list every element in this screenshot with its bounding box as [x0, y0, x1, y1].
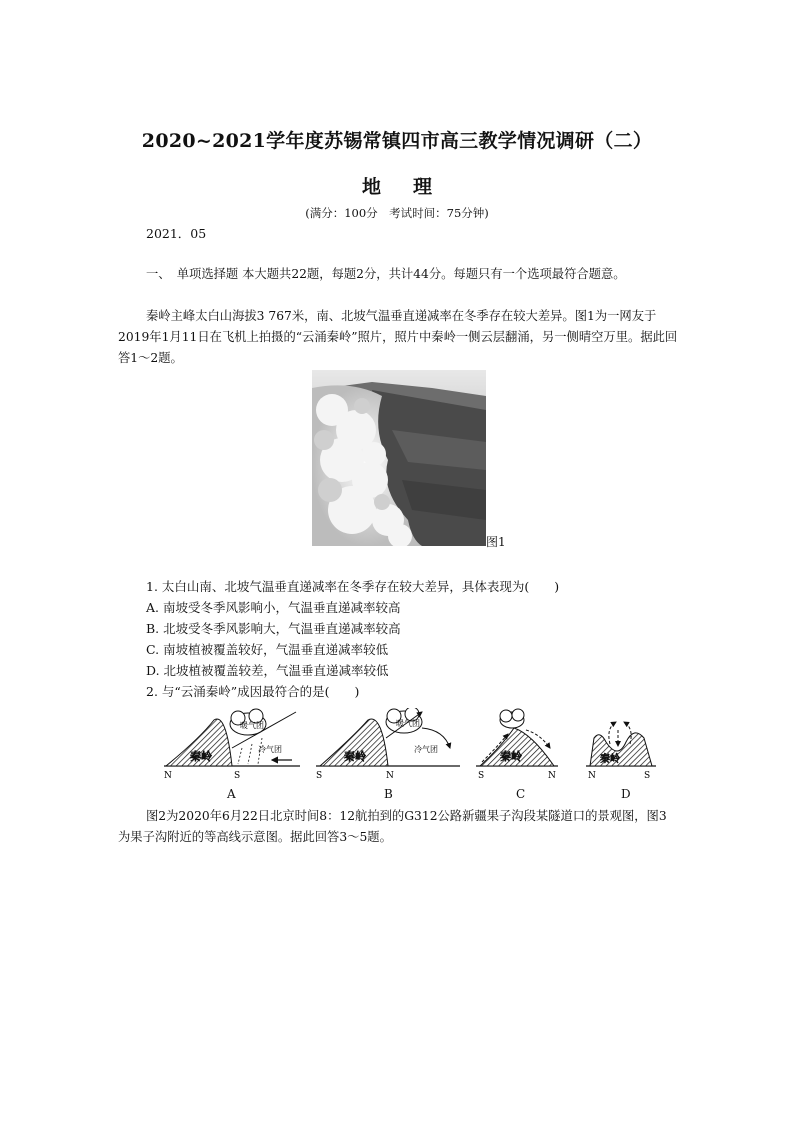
figure1-label: 图1	[486, 535, 506, 549]
dir-c-right: N	[548, 771, 556, 781]
diagram-letter-a: A	[227, 787, 236, 801]
section1-heading: 一、 单项选择题 本大题共22题，每题2分，共计44分。每题只有一个选项最符合题意。	[146, 267, 626, 281]
diagram-b	[316, 708, 460, 781]
figure1-photo	[312, 370, 486, 546]
page-title: 2020~2021学年度苏锡常镇四市高三教学情况调研（二）	[141, 130, 653, 152]
diagram-letter-c: C	[516, 787, 526, 801]
section2-intro: 图2为2020年6月22日北京时间8：12航拍到的G312公路新疆果子沟段某隧道口的景观图，图3为果子沟附近的等高线示意图。据此回答3～5题。	[118, 809, 667, 844]
cloud-c	[500, 709, 524, 728]
exam-date: 2021．05	[146, 226, 207, 241]
subject-char-1: 地	[361, 176, 381, 198]
mountain-label-a: 秦岭	[190, 750, 212, 763]
section1-intro: 秦岭主峰太白山海拔3 767米，南、北坡气温垂直递减率在冬季存在较大差异。图1为一网友于2019年1月11日在飞机上拍摄的“云涌秦岭”照片，照片中秦岭一侧云层翻涌，另一侧晴空万里。据此回答1～2题。	[118, 309, 678, 365]
cold-label-b: 冷气团	[414, 745, 438, 754]
exam-meta: (满分：100分 考试时间：75分钟)	[305, 206, 489, 220]
dir-a-right: S	[234, 771, 241, 781]
question-1-option-d: D. 北坡植被覆盖较差，气温垂直递减率较低	[146, 663, 389, 678]
cold-label-a: 冷气团	[258, 745, 282, 754]
dir-d-left: N	[588, 771, 596, 781]
diagram-c	[476, 709, 558, 781]
diagram-letter-b: B	[384, 787, 393, 801]
question-1-stem: 1. 太白山南、北坡气温垂直递减率在冬季存在较大差异，具体表现为( )	[146, 579, 560, 594]
subject-char-2: 理	[413, 176, 433, 198]
question-1-option-a: A. 南坡受冬季风影响小，气温垂直递减率较高	[146, 600, 401, 615]
dir-b-left: S	[316, 771, 323, 781]
dir-b-right: N	[386, 771, 394, 781]
diagram-letter-d: D	[621, 787, 631, 801]
cloud-photo-image	[312, 370, 486, 546]
question-1-option-c: C. 南坡植被覆盖较好，气温垂直递减率较低	[146, 642, 389, 657]
dir-c-left: S	[478, 771, 485, 781]
question-2-diagrams	[160, 708, 660, 784]
diagram-a	[164, 709, 300, 781]
diagram-d	[586, 722, 656, 781]
dir-d-right: S	[644, 771, 651, 781]
mountain-label-c: 秦岭	[500, 750, 522, 763]
question-2-stem: 2. 与“云涌秦岭”成因最符合的是( )	[146, 684, 360, 699]
subject-title	[0, 172, 794, 199]
mountain-label-b: 秦岭	[344, 750, 366, 763]
question-1-option-b: B. 北坡受冬季风影响大，气温垂直递减率较高	[146, 621, 401, 636]
mountain-label-d: 秦岭	[600, 754, 620, 765]
dir-a-left: N	[164, 771, 172, 781]
warm-label-b: 暖气团	[396, 719, 420, 728]
warm-label-a: 暖气团	[240, 721, 264, 730]
